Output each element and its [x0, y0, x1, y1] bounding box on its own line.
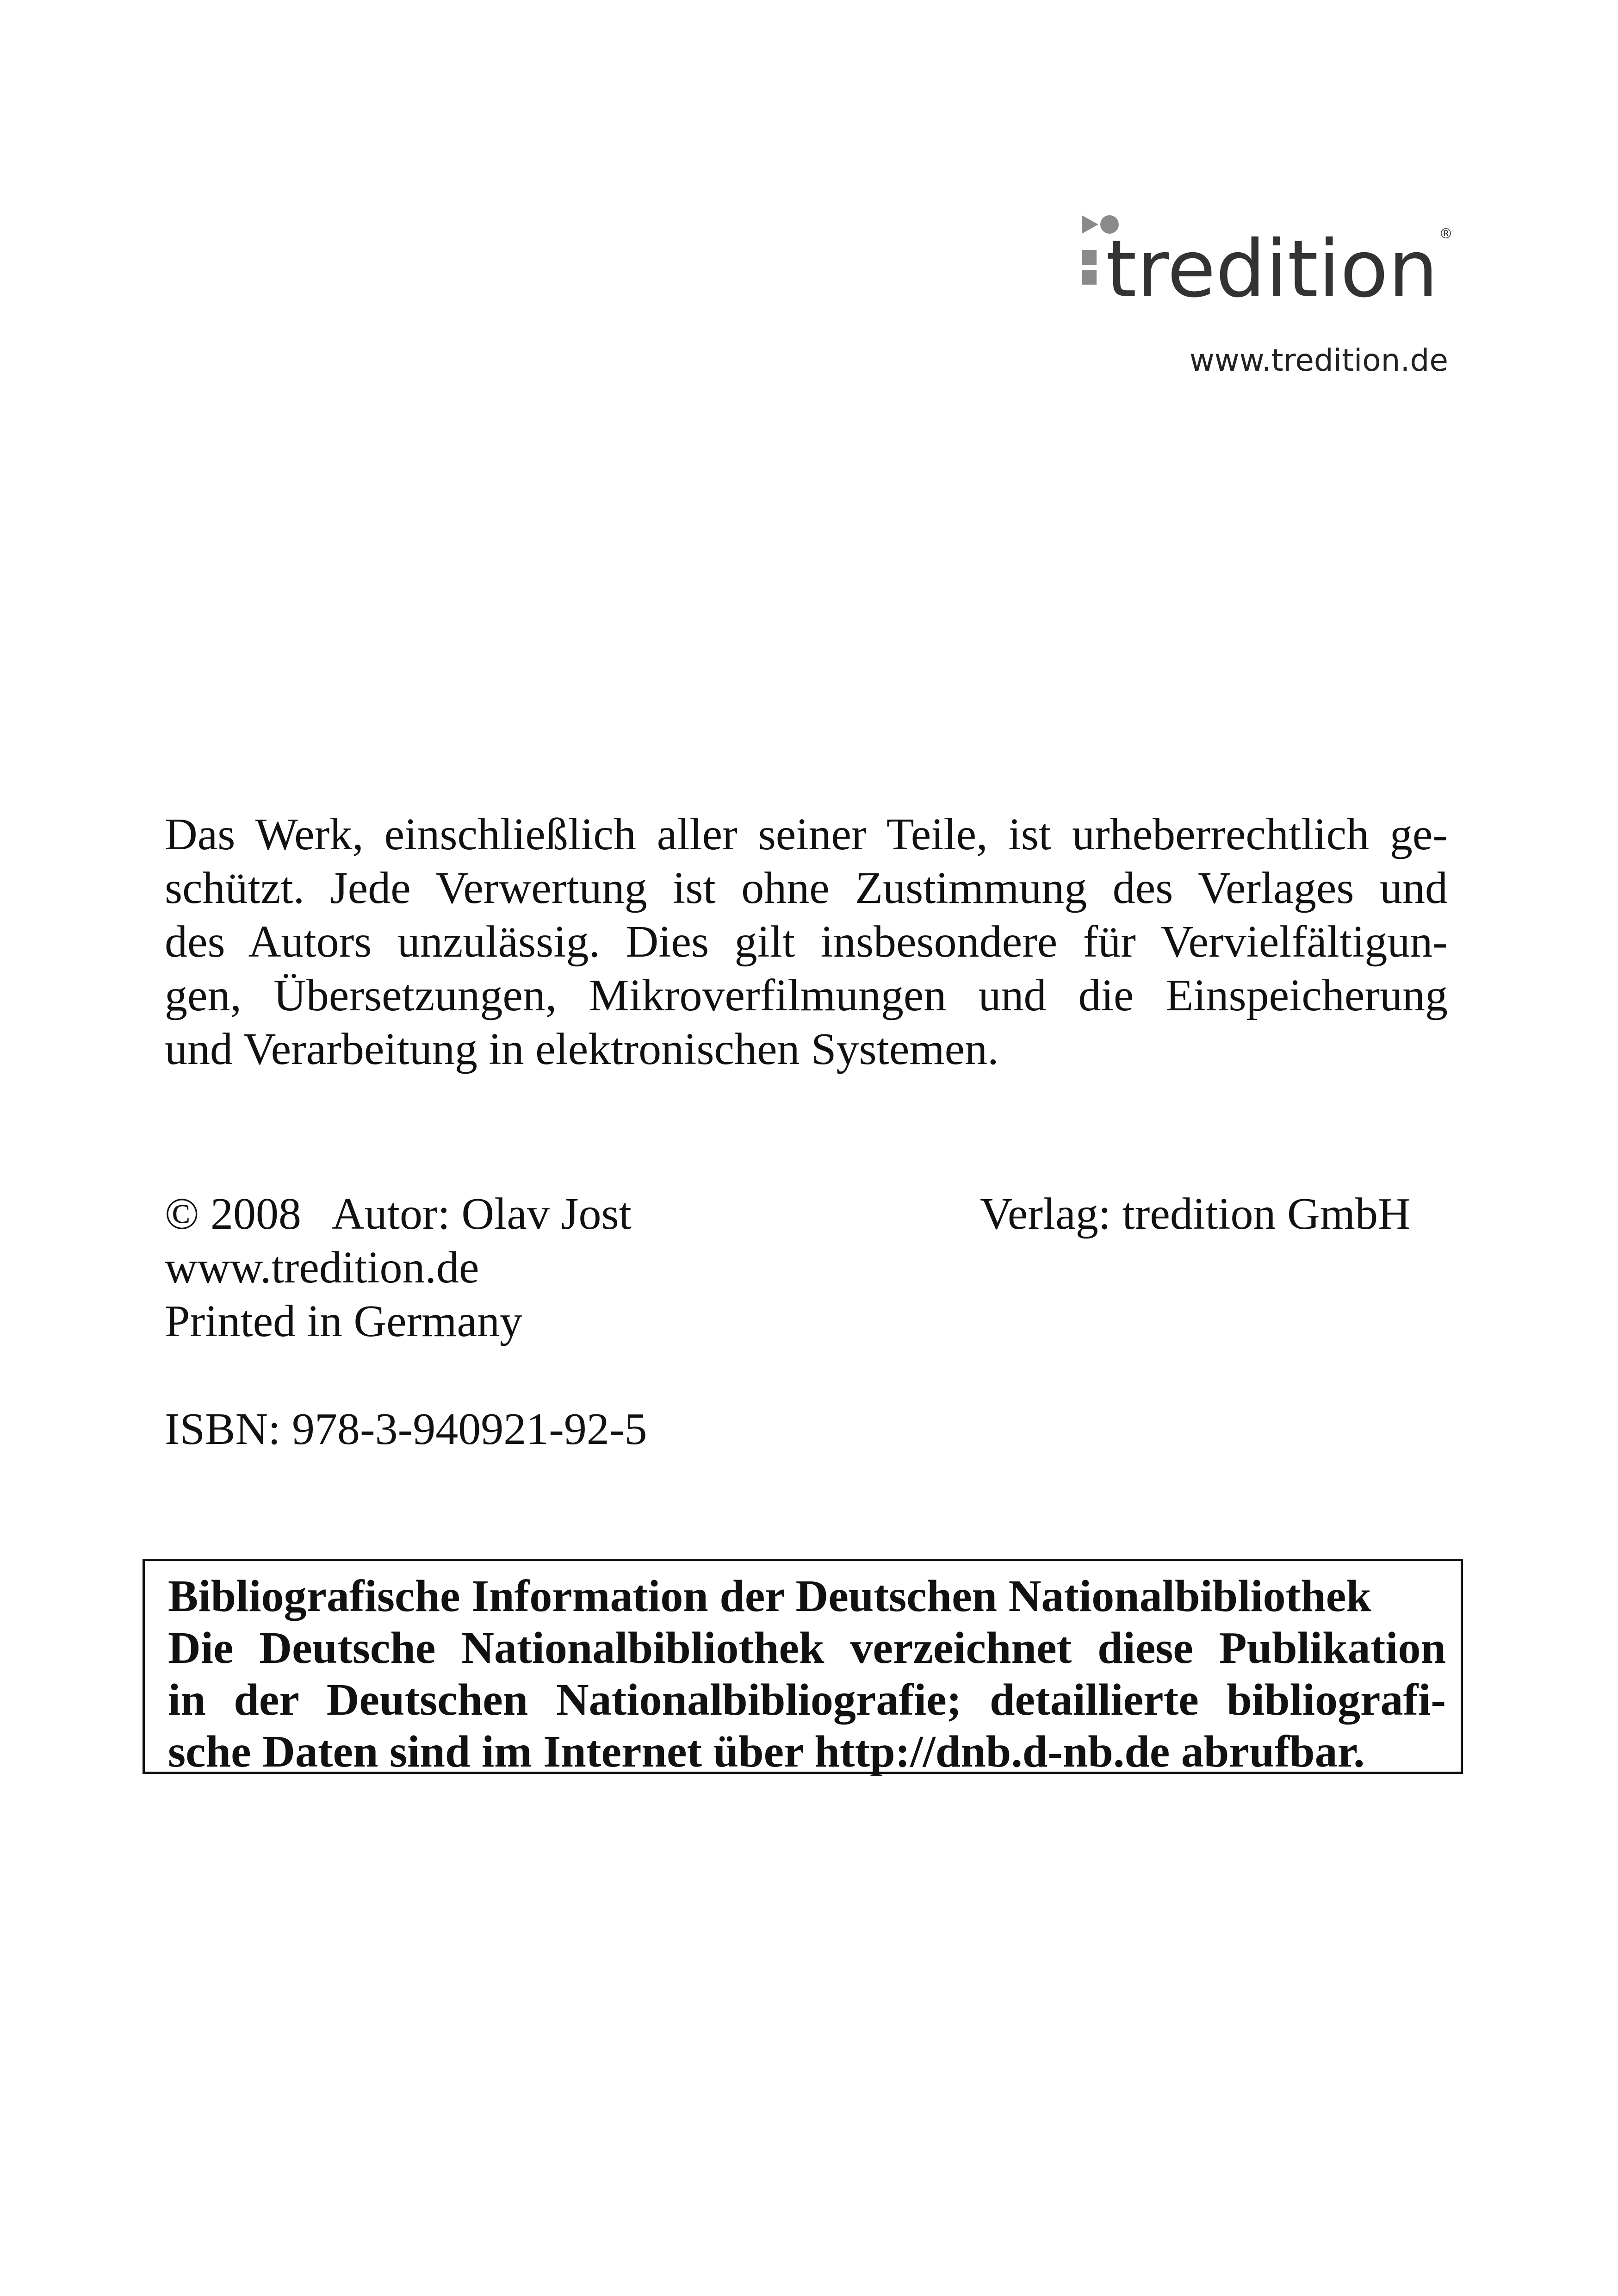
isbn: ISBN: 978-3-940921-92-5: [165, 1404, 647, 1454]
dnb-line: in der Deutschen Nationalbibliografie; detaillierte bibliografi-: [168, 1675, 1446, 1725]
notice-line: gen, Übersetzungen, Mikroverfilmungen und die Einspeicherung: [165, 971, 1448, 1020]
printed-in: Printed in Germany: [165, 1296, 522, 1346]
dnb-info-box: [143, 1559, 1463, 1777]
dnb-line: Bibliografische Information der Deutschen Nationalbibliothek: [168, 1571, 1371, 1621]
copyright-year: © 2008: [165, 1189, 301, 1239]
publisher-url: www.tredition.de: [165, 1243, 479, 1293]
svg-text:tredition: tredition: [1106, 224, 1438, 315]
dnb-info-text: [168, 1570, 1446, 1778]
dnb-line: sche Daten sind im Internet über http://dnb.d-nb.de abrufbar.: [168, 1727, 1365, 1777]
publisher: Verlag: tredition GmbH: [980, 1189, 1411, 1239]
author: Autor: Olav Jost: [331, 1189, 632, 1239]
copyright-notice: [165, 808, 1448, 1076]
notice-line: schützt. Jede Verwertung ist ohne Zustimmung des Verlages und: [165, 863, 1448, 913]
dnb-line: Die Deutsche Nationalbibliothek verzeichnet diese Publikation: [168, 1623, 1446, 1673]
logo-url: www.tredition.de: [1189, 342, 1448, 378]
copyright-row: [165, 1187, 632, 1241]
tredition-logo: [1078, 211, 1453, 317]
notice-line: und Verarbeitung in elektronischen Systemen.: [165, 1024, 999, 1074]
notice-line: des Autors unzulässig. Dies gilt insbesondere für Vervielfältigun-: [165, 917, 1448, 967]
notice-line: Das Werk, einschließlich aller seiner Teile, ist urheberrechtlich ge-: [165, 809, 1448, 859]
svg-text:®: ®: [1439, 226, 1453, 242]
